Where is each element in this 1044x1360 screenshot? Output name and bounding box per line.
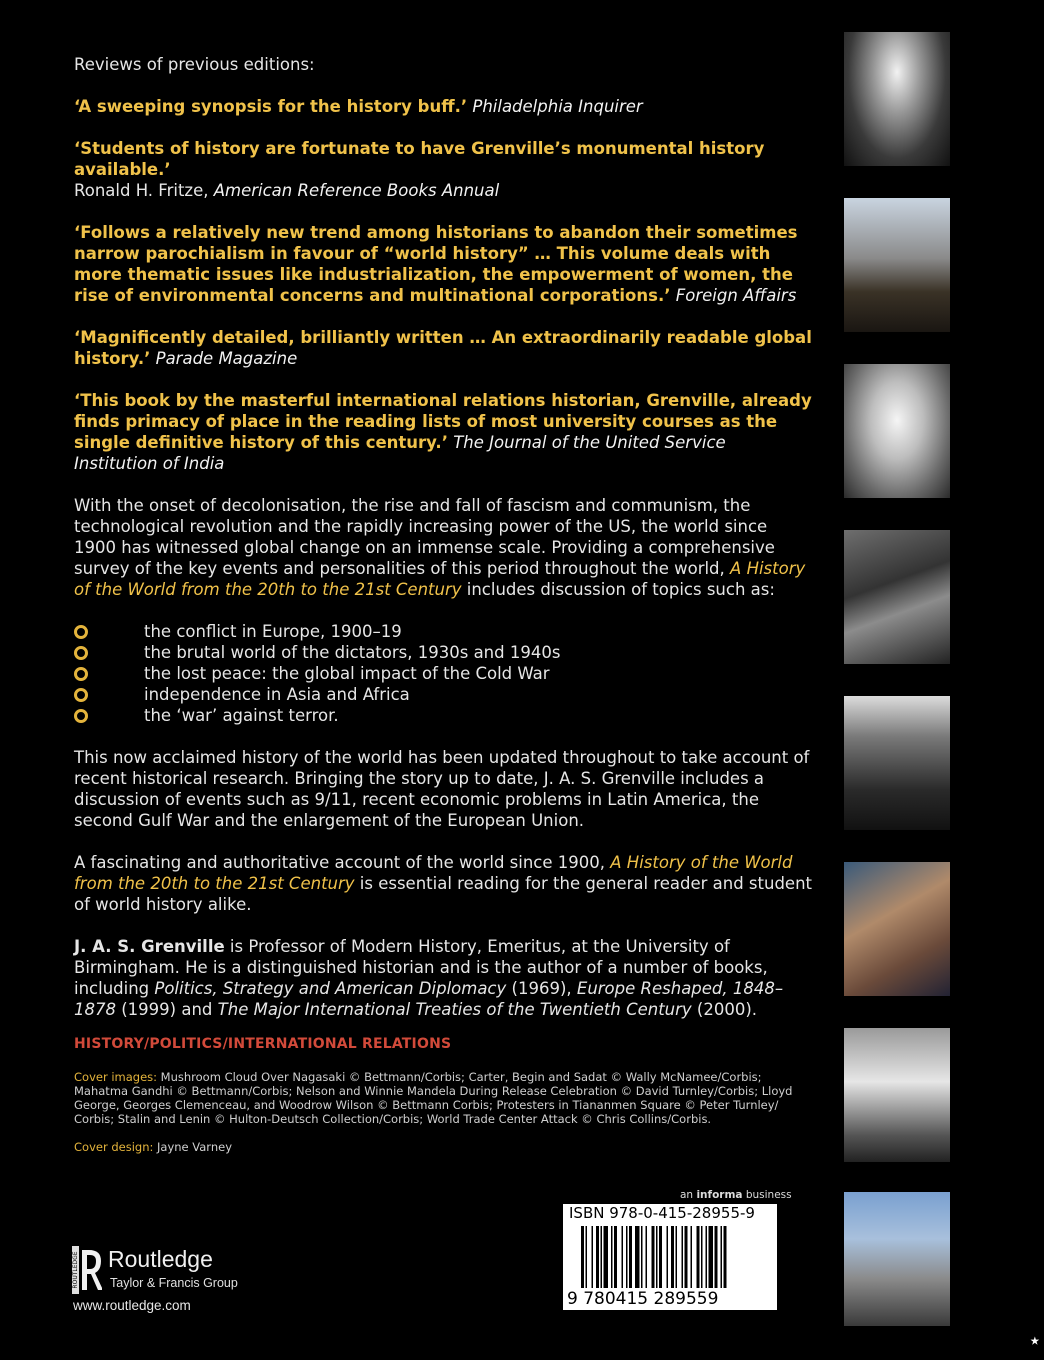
isbn-text: ISBN 978-0-415-28955-9 (569, 1204, 755, 1222)
review-3 (74, 222, 814, 306)
routledge-r-icon (72, 1246, 102, 1294)
subject-category: HISTORY/POLITICS/INTERNATIONAL RELATIONS (74, 1036, 452, 1052)
list-item: the conflict in Europe, 1900–19 (74, 621, 814, 642)
review-source: American Reference Books Annual (213, 181, 500, 200)
review-2 (74, 138, 814, 201)
review-reviewer: Ronald H. Fritze, (74, 181, 214, 200)
reviews-heading: Reviews of previous editions: (74, 55, 315, 74)
author-name: J. A. S. Grenville (74, 937, 225, 956)
photo-column (844, 32, 950, 1194)
corner-mark-icon: ⭑ (1030, 1330, 1040, 1351)
publisher-name: Routledge (108, 1246, 213, 1272)
update-paragraph: This now acclaimed history of the world has been updated throughout to take account of recent historical research. Bringing the story up to date, J. A. S. Grenville includes a discussion of events such as 9/11, recent economic problems in Latin America, the second Gulf War and the enlargement of the European Union. (74, 748, 810, 830)
book-title: A History of the World from the 20th to the 21st Century (74, 559, 806, 599)
book-title: A History of the World from the 20th to the 21st Century (74, 853, 793, 893)
barcode-bars-icon (581, 1226, 771, 1288)
intro-paragraph: With the onset of decolonisation, the rise and fall of fascism and communism, the technological revolution and the rapidly increasing power of the US, the world since 1900 has witnessed global change on an immense scale. Providing a comprehensive survey of the key events and personalities of this period throughout the world, A History of the World from the 20th to the 21st Century includes discussion of topics such as: (74, 496, 806, 599)
review-source: The Journal of the United Service Institution of India (74, 433, 726, 473)
review-1 (74, 96, 814, 117)
routledge-vertical-text: ROUTLEDGE (72, 1251, 79, 1289)
cover-images-credit: Cover images: Mushroom Cloud Over Nagasaki © Bettmann/Corbis; Carter, Begin and Sadat © Wally McNamee/Corbis; Mahatma Gandhi © Bettmann/Corbis; Nelson and Winnie Mandela During Release Celebration © David Turnley/Corbis; Lloyd George, Georges Clemenceau, and Woodrow Wilson © Bettmann Corbis; Protesters in Tiananmen Square © Peter Turnley/ Corbis; Stalin and Lenin © Hulton-Deutsch Collection/Corbis; World Trade Center Attack © Chris Collins/Corbis. (74, 1070, 793, 1126)
bullet-ring-icon (74, 625, 88, 639)
review-4 (74, 327, 814, 369)
bullet-ring-icon (74, 646, 88, 660)
bullet-ring-icon (74, 709, 88, 723)
routledge-logo (72, 1246, 238, 1298)
gandhi-photo (844, 364, 950, 498)
world-trade-center-photo (844, 1192, 950, 1326)
barcode-number: 9 780415 289559 (567, 1289, 719, 1309)
review-quote: ‘A sweeping synopsis for the history buff.’ (74, 97, 468, 116)
review-quote: ‘Magnificently detailed, brilliantly written … An extraordinarily readable global history.’ (74, 328, 812, 368)
mushroom-cloud-photo (844, 32, 950, 166)
review-source: Parade Magazine (155, 349, 298, 368)
review-5 (74, 390, 814, 474)
bullet-ring-icon (74, 667, 88, 681)
tiananmen-protesters-photo (844, 862, 950, 996)
review-quote: ‘Students of history are fortunate to have Grenville’s monumental history available.’ (74, 139, 765, 179)
author-bio: J. A. S. Grenville is Professor of Modern History, Emeritus, at the University of Birmingham. He is a distinguished historian and is the author of a number of books, including Politics, Strategy and American Diplomacy (1969), Europe Reshaped, 1848–1878 (1999) and The Major International Treaties of the Twentieth Century (2000). (74, 937, 784, 1019)
review-quote: ‘Follows a relatively new trend among historians to abandon their sometimes narrow parochialism in favour of “world history” … This volume deals with more thematic issues like industrialization, the empowerment of women, the rise of environmental concerns and multinational corporations.’ (74, 223, 798, 305)
list-item: the ‘war’ against terror. (74, 705, 814, 726)
list-item: the brutal world of the dictators, 1930s and 1940s (74, 642, 814, 663)
review-source: Foreign Affairs (675, 286, 797, 305)
carter-begin-sadat-photo (844, 198, 950, 332)
stalin-lenin-photo (844, 1028, 950, 1162)
cover-design-credit: Cover design: Jayne Varney (74, 1140, 232, 1154)
mandela-photo (844, 530, 950, 664)
list-item: the lost peace: the global impact of the Cold War (74, 663, 814, 684)
publisher-url: www.routledge.com (73, 1298, 191, 1313)
bullet-ring-icon (74, 688, 88, 702)
topics-list (74, 621, 814, 726)
review-quote: ‘This book by the masterful international relations historian, Grenville, already finds primacy of place in the reading lists of most university courses as the single definitive history of this century.’ (74, 391, 812, 452)
summary-paragraph: A fascinating and authoritative account of the world since 1900, A History of the World from the 20th to the 21st Century is essential reading for the general reader and student of world history alike. (74, 853, 812, 914)
back-cover-text (74, 54, 814, 1168)
publisher-group: Taylor & Francis Group (110, 1276, 238, 1290)
review-source: Philadelphia Inquirer (472, 97, 643, 116)
informa-tagline: an informa business (680, 1189, 792, 1201)
barcode (563, 1204, 777, 1310)
versailles-leaders-photo (844, 696, 950, 830)
list-item: independence in Asia and Africa (74, 684, 814, 705)
